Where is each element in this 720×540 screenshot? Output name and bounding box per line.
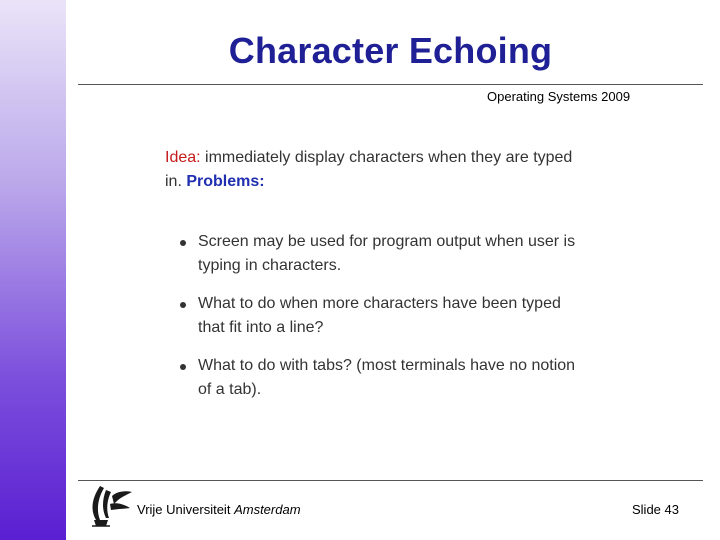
- university-name: Vrije Universiteit: [137, 502, 231, 517]
- slide-content: [165, 146, 585, 416]
- slide-title: Character Echoing: [228, 30, 553, 71]
- bullet-dot-icon: [180, 364, 186, 370]
- bullet-dot-icon: [180, 302, 186, 308]
- problems-label: Problems:: [186, 173, 265, 190]
- title-divider: [78, 84, 703, 85]
- left-gradient-bar: [0, 0, 66, 540]
- university-city: Amsterdam: [234, 502, 301, 517]
- bullet-text: What to do with tabs? (most terminals have no notion of a tab).: [198, 357, 576, 398]
- bullet-text: What to do when more characters have been typed that fit into a line?: [198, 295, 561, 336]
- idea-text: immediately display characters when they are typed in.: [165, 149, 573, 190]
- idea-label: Idea:: [165, 149, 201, 166]
- bullet-text: Screen may be used for program output when user is typing in characters.: [198, 233, 576, 274]
- slide-number: Slide 43: [632, 502, 679, 517]
- university-logo-icon: [86, 482, 136, 530]
- footer-divider: [78, 480, 703, 481]
- intro-paragraph: [165, 146, 585, 194]
- bullet-list: [165, 230, 585, 402]
- footer-university: [137, 502, 301, 517]
- course-subtitle: Operating Systems 2009: [487, 89, 631, 104]
- bullet-item: [165, 292, 585, 340]
- bullet-dot-icon: [180, 240, 186, 246]
- bullet-item: [165, 230, 585, 278]
- bullet-item: [165, 354, 585, 402]
